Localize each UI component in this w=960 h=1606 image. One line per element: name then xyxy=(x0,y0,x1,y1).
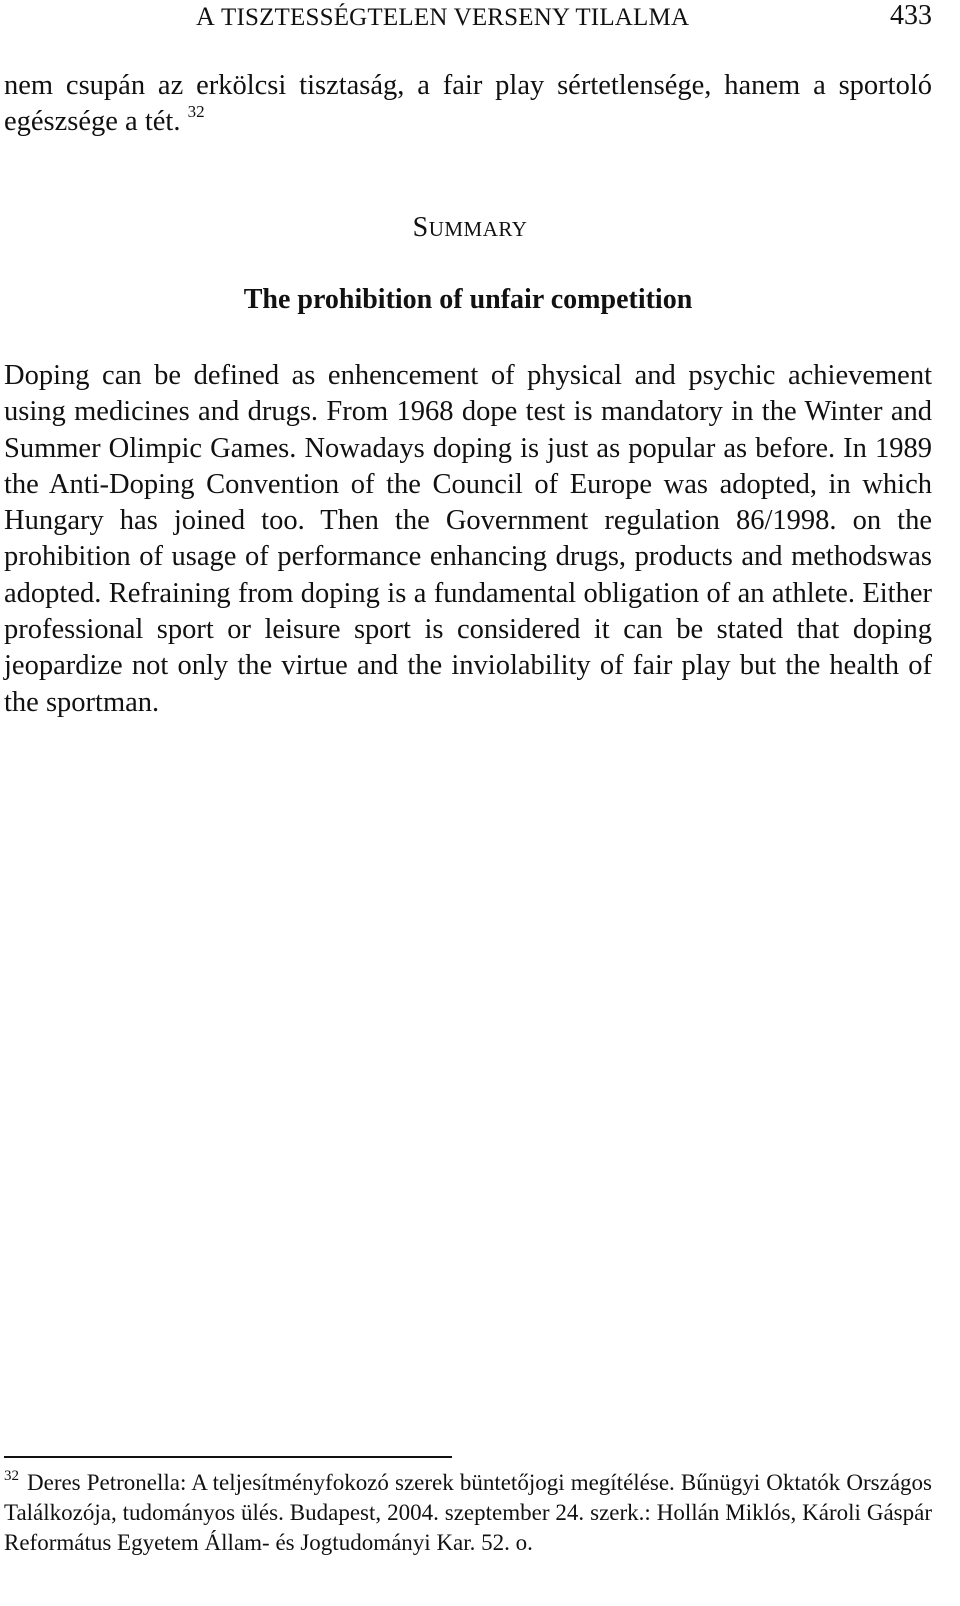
header-title-initial: A xyxy=(196,2,215,31)
page-number: 433 xyxy=(890,0,932,31)
summary-heading-initial: S xyxy=(412,212,429,243)
continuation-text: nem csupán az erkölcsi tisztaság, a fair play sértetlensége, hanem a sportoló egészsége a tét. xyxy=(4,70,932,137)
summary-title: The prohibition of unfair competition xyxy=(243,284,693,315)
continuation-paragraph xyxy=(4,68,932,140)
footnote-text: Deres Petronella: A teljesítményfokozó szerek büntetőjogi megítélése. Bűnügyi Oktatók Országos Találkozója, tudományos ülés. Budapest, 2004. szeptember 24. szerk.: Hollán Miklós, Károli Gáspár Református Egyetem Állam- és Jogtudományi Kar. 52. o. xyxy=(4,1470,932,1555)
summary-heading xyxy=(0,212,940,244)
header-title-rest: TISZTESSÉGTELEN VERSENY TILALMA xyxy=(220,4,690,31)
summary-heading-rest: UMMARY xyxy=(428,217,528,241)
summary-body: Doping can be defined as enhencement of physical and psychic achievement using medicines and drugs. From 1968 dope test is mandatory in the Winter and Summer Olimpic Games. Nowadays doping is just as popular as before. In 1989 the Anti-Doping Convention of the Council of Europe was adopted, in which Hungary has joined too. Then the Government regulation 86/1998. on the prohibition of usage of performance enhancing drugs, products and methodswas adopted. Refraining from doping is a fundamental obligation of an athlete. Either professional sport or leisure sport is considered it can be stated that doping jeopardize not only the virtue and the inviolability of fair play but the health of the sportman. xyxy=(4,360,932,718)
footnote-number: 32 xyxy=(4,1468,19,1484)
footnote-divider xyxy=(4,1456,452,1458)
running-header-title xyxy=(196,2,689,32)
running-header xyxy=(0,0,960,40)
footnote-reference: 32 xyxy=(187,102,205,121)
footnote xyxy=(4,1468,932,1558)
